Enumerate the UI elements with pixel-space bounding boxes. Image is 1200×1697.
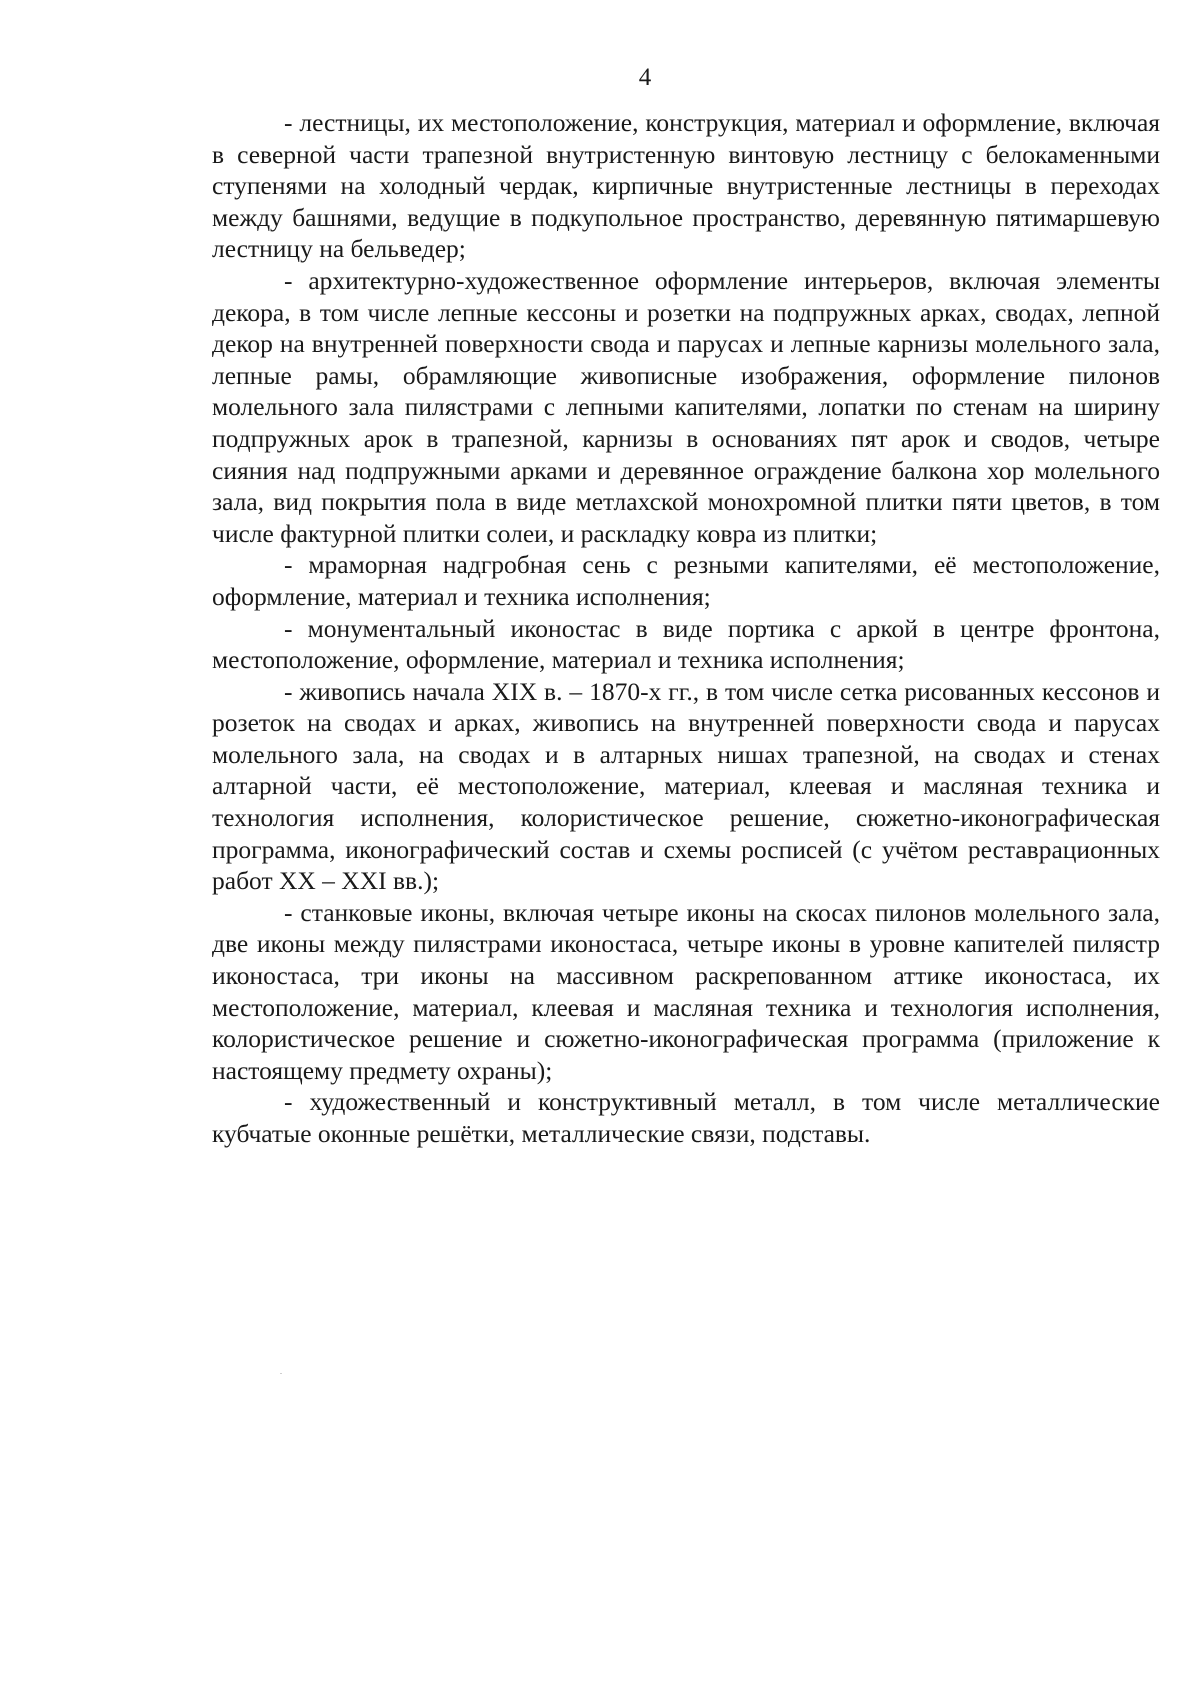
page-number: 4 [638,64,652,91]
scan-artifact [280,1373,282,1374]
paragraph-stairs: - лестницы, их местоположение, конструкция, материал и оформление, включая в северной части трапезной внутристенную винтовую лестницу с белокаменными ступенями на холодный чердак, кирпичные внутристенные лестницы в переходах между башнями, ведущие в подкупольное пространство, деревянную пятимаршевую лестницу на бельведер; [212,108,1160,264]
paragraph-iconostasis: - монументальный иконостас в виде портика с аркой в центре фронтона, местоположение, оформление, материал и техника исполнения; [212,613,1160,675]
paragraph-wall-painting: - живопись начала XIX в. – 1870-х гг., в том числе сетка рисованных кессонов и розеток на сводах и арках, живопись на внутренней поверхности свода и парусах молельного зала, на сводах и в алтарных нишах трапезной, на сводах и стенах алтарной части, её местоположение, материал, клеевая и масляная техника и технология исполнения, колористическое решение, сюжетно-иконографическая программа, иконографический состав и схемы росписей (с учётом реставрационных работ XX – XXI вв.); [212,676,1160,896]
paragraph-metalwork: - художественный и конструктивный металл, в том числе металлические кубчатые оконные решётки, металлические связи, подставы. [212,1087,1160,1148]
paragraph-easel-icons: - станковые иконы, включая четыре иконы на скосах пилонов молельного зала, две иконы между пилястрами иконостаса, четыре иконы в уровне капителей пилястр иконостаса, три иконы на массивном раскрепованном аттике иконостаса, их местоположение, материал, клеевая и масляная техника и технология исполнения, колористическое решение и сюжетно-иконографическая программа (приложение к настоящему предмету охраны); [212,897,1160,1085]
document-body [212,107,1160,1150]
paragraph-marble-canopy: - мраморная надгробная сень с резными капителями, её местоположение, оформление, материал и техника исполнения; [212,550,1160,611]
paragraph-interior-decoration: - архитектурно-художественное оформление интерьеров, включая элементы декора, в том числе лепные кессоны и розетки на подпружных арках, сводах, лепной декор на внутренней поверхности свода и парусах и лепные карнизы молельного зала, лепные рамы, обрамляющие живописные изображения, оформление пилонов молельного зала пилястрами с лепными капителями, лопатки по стенам на ширину подпружных арок в трапезной, карнизы в основаниях пят арок и сводов, четыре сияния над подпружными арками и деревянное ограждение балкона хор молельного зала, вид покрытия пола в виде метлахской монохромной плитки пяти цветов, в том числе фактурной плитки солеи, и раскладку ковра из плитки; [212,265,1160,548]
